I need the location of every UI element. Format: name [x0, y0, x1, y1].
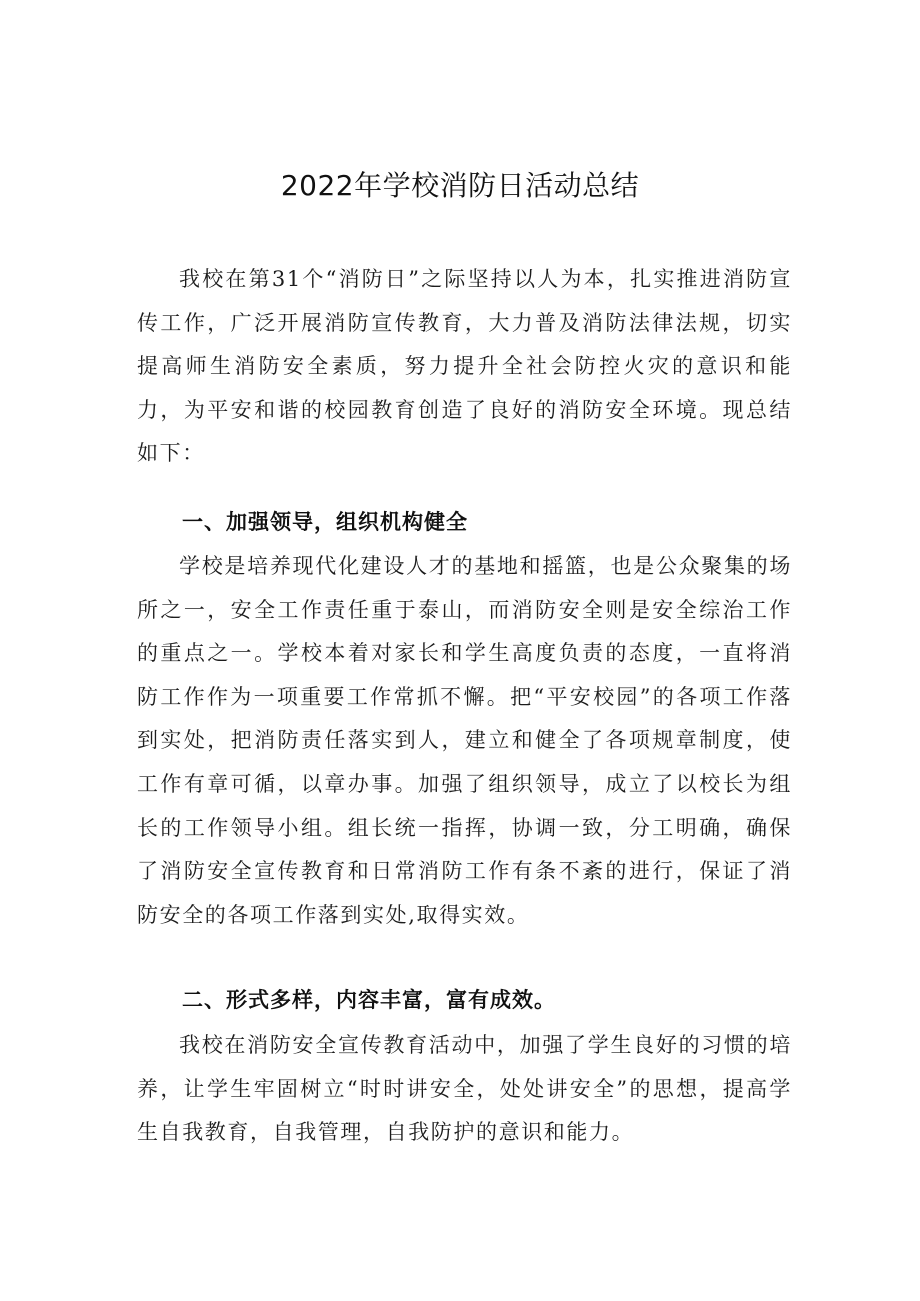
section-1-paragraph: 学校是培养现代化建设人才的基地和摇篮，也是公众聚集的场所之一，安全工作责任重于泰山，而消防安全则是安全综治工作的重点之一。学校本着对家长和学生高度负责的态度，一直将消防工作作为一项重要工作常抓不懈。把“平安校园”的各项工作落到实处，把消防责任落实到人，建立和健全了各项规章制度，使工作有章可循，以章办事。加强了组织领导，成立了以校长为组长的工作领导小组。组长统一指挥，协调一致，分工明确，确保了消防安全宣传教育和日常消防工作有条不紊的进行，保证了消防安全的各项工作落到实处,取得实效。 — [137, 554, 792, 927]
document-title: 2022年学校消防日活动总结 — [280, 169, 640, 202]
section-2-heading: 二、形式多样，内容丰富，富有成效。 — [182, 988, 556, 1012]
section-2-paragraph: 我校在消防安全宣传教育活动中，加强了学生良好的习惯的培养，让学生牢固树立“时时讲安全，处处讲安全”的思想，提高学生自我教育，自我管理，自我防护的意识和能力。 — [137, 1033, 792, 1145]
intro-paragraph: 我校在第31个“消防日”之际坚持以人为本，扎实推进消防宣传工作，广泛开展消防宣传教育，大力普及消防法律法规，切实提高师生消防安全素质，努力提升全社会防控火灾的意识和能力，为平安和谐的校园教育创造了良好的消防安全环境。现总结如下： — [137, 267, 792, 466]
section-1-heading: 一、加强领导，组织机构健全 — [182, 510, 468, 534]
